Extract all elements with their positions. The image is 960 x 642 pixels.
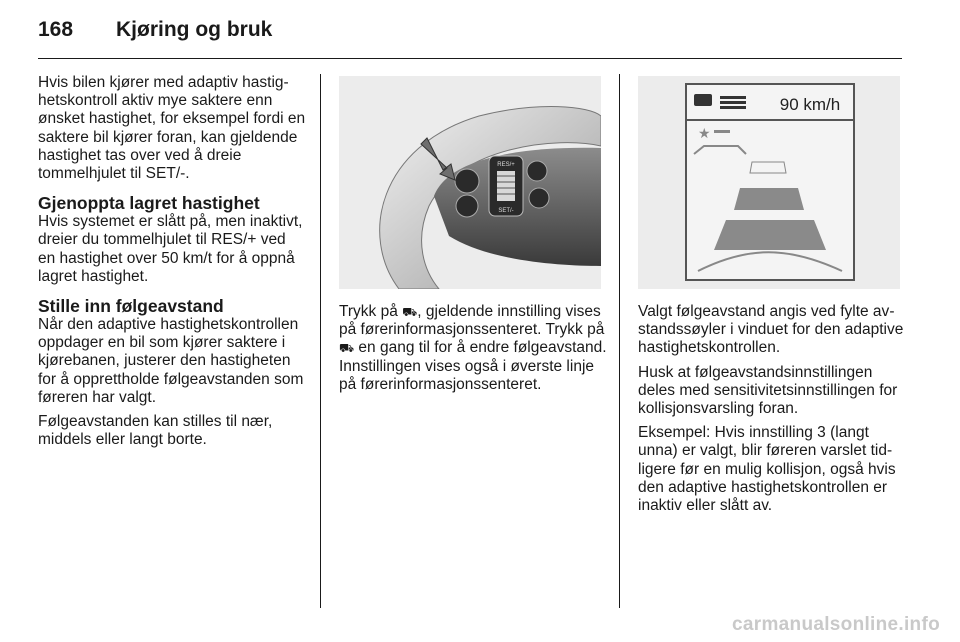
- column-2: [339, 303, 607, 400]
- paragraph: Følgeavstanden kan stilles til nær, middels eller langt borte.: [38, 413, 273, 449]
- column-1: [38, 74, 306, 455]
- res-label: RES/+: [497, 162, 515, 168]
- column-divider-1: [320, 74, 321, 608]
- watermark: carmanualsonline.info: [732, 614, 940, 635]
- paragraph-start: Trykk på: [339, 303, 398, 320]
- driver-display-illustration: [638, 76, 900, 289]
- set-label: SET/-: [498, 208, 514, 214]
- page-title: Kjøring og bruk: [116, 18, 273, 41]
- header-rule: [38, 58, 902, 59]
- star-icon: ★: [698, 125, 711, 141]
- steering-wheel-illustration: [339, 76, 601, 289]
- paragraph: Når den adaptive hastighetskontrollen oppdager en bil som kjører saktere i kjørebanen, justerer den hastigheten for å opprettholde følgeavstanden som føreren har valgt.: [38, 316, 304, 406]
- display-speed: 90 km/h: [779, 95, 841, 114]
- paragraph: Husk at følgeavstandsinnstillingen deles med sensitivitetsinnstillingen for kollisjonsvarsling foran.: [638, 363, 898, 418]
- section-heading: Gjenoppta lagret hastighet: [38, 193, 260, 214]
- paragraph: Hvis systemet er slått på, men inaktivt, dreier du tommelhjulet til RES/+ ved en hastighet over 50 km/t for å oppnå lagret hastighet.: [38, 213, 303, 285]
- paragraph-end: en gang til for å endre følgeavstand. Innstillingen vises også i øverste linje på førerinformasjonssenteret.: [339, 339, 607, 393]
- page-header: [38, 18, 272, 42]
- paragraph-end: , gjeldende innstilling vises på førerinformasjonssenteret.: [339, 303, 601, 339]
- steering-wheel-icon: [339, 76, 601, 289]
- paragraph: [339, 303, 607, 394]
- page-number: 168: [38, 18, 74, 41]
- column-3: [638, 303, 906, 521]
- paragraph-start: Trykk på: [545, 321, 605, 339]
- column-divider-2: [619, 74, 620, 608]
- section-heading: Stille inn følgeavstand: [38, 296, 224, 317]
- display-icon: [638, 76, 900, 289]
- paragraph: Valgt følgeavstand angis ved fylte avstandssøyler i vinduet for den adaptive hastighetskontrollen.: [638, 303, 904, 357]
- follow-distance-icon: ⛟: [402, 305, 418, 319]
- follow-distance-icon: ⛟: [339, 341, 355, 356]
- paragraph: Hvis bilen kjører med adaptiv hastighetskontroll aktiv mye saktere enn ønsket hastighet, for eksempel fordi en saktere bil kjører foran, kan gjeldende hastighet tas over ved å dreie tommelhjulet til SET/-.: [38, 74, 306, 183]
- paragraph: Eksempel: Hvis innstilling 3 (langt unna) er valgt, blir føreren varslet tidligere før en mulig kollisjon, også hvis den adaptive hastighetskontrollen er inaktiv eller slått av.: [638, 424, 896, 515]
